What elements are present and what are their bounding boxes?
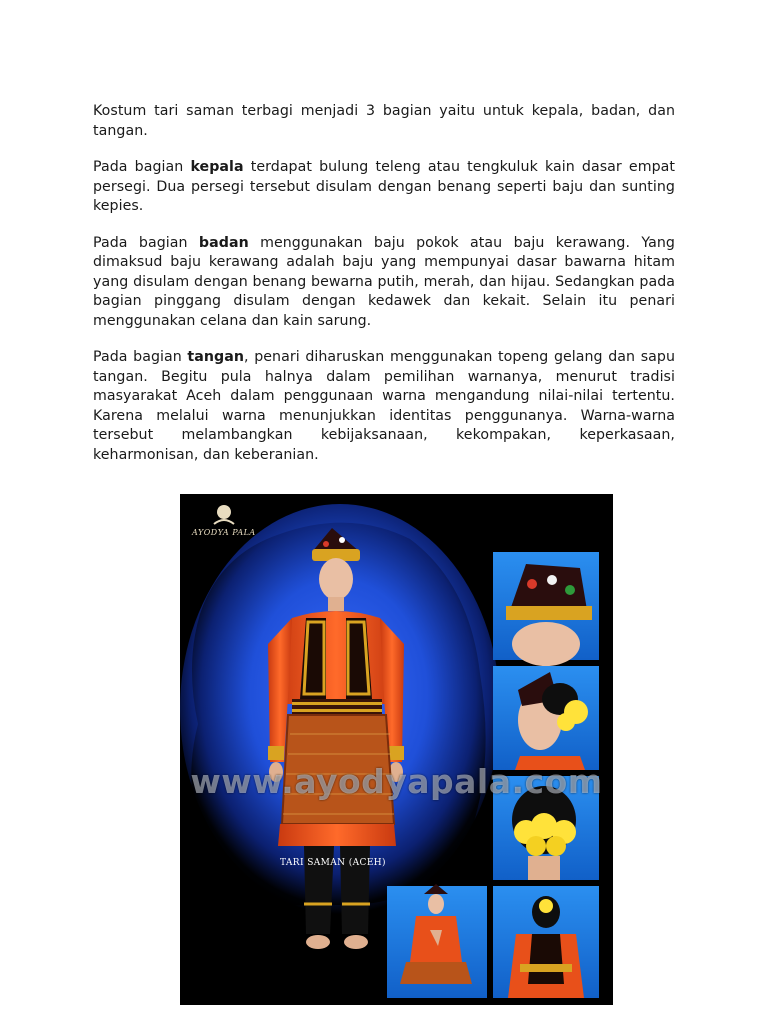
paragraph-badan-keyword: badan: [198, 234, 249, 251]
kneeling-pose-tile: [387, 884, 487, 998]
paragraph-tangan-body: , penari diharuskan menggunakan topeng gelang dan sapu tangan. Begitu pula halnya dalam pemilihan warnanya, menurut tradisi masyarakat Aceh dalam penggunaan warna mengandung nilai-nilai tertentu. Karena melalui warna menunjukkan identitas penggunanya. Warna-warna tersebut melambangkan kebijaksanaan, kekompakan, keperkasaan, keharmonisan, dan keberanian.: [93, 349, 676, 463]
photo-caption: TARI SAMAN (ACEH): [280, 858, 386, 868]
paragraph-kepala-lead: Pada bagian: [93, 159, 191, 175]
paragraph-tangan: [93, 348, 675, 465]
watermark-url: www.ayodyapala.com: [190, 762, 603, 801]
logo-emblem: [214, 505, 234, 524]
paragraph-badan: [93, 234, 675, 332]
paragraph-badan-body: menggunakan baju pokok atau baju kerawang. Yang dimaksud baju kerawang adalah baju yang mempunyai dasar bawarna hitam yang disulam dengan benang bewarna putih, merah, dan hijau. Sedangkan pada bagian pinggang disulam dengan kedawek dan kekait. Selain itu penari menggunakan celana dan kain sarung.: [93, 234, 675, 329]
logo-text: AYODYA PALA: [192, 528, 256, 537]
document-body: [93, 102, 675, 482]
headdress-closeup-tile: [493, 552, 599, 666]
paragraph-tangan-keyword: tangan: [187, 349, 245, 365]
paragraph-kepala-body: terdapat bulung teleng atau tengkuluk kain dasar empat persegi. Dua persegi tersebut disulam dengan benang seperti baju dan sunting kepies.: [93, 159, 675, 214]
back-view-tile: [493, 886, 599, 998]
paragraph-intro-text: Kostum tari saman terbagi menjadi 3 bagian yaitu untuk kepala, badan, dan tangan.: [93, 103, 675, 139]
paragraph-kepala: [93, 158, 675, 217]
paragraph-intro: [93, 102, 675, 141]
paragraph-badan-lead: Pada bagian: [93, 234, 199, 251]
side-profile-tile: [493, 666, 599, 770]
paragraph-kepala-keyword: kepala: [190, 159, 244, 175]
collage-artwork: [180, 494, 613, 1005]
costume-photo-collage: [180, 494, 613, 1005]
paragraph-tangan-lead: Pada bagian: [93, 349, 188, 365]
